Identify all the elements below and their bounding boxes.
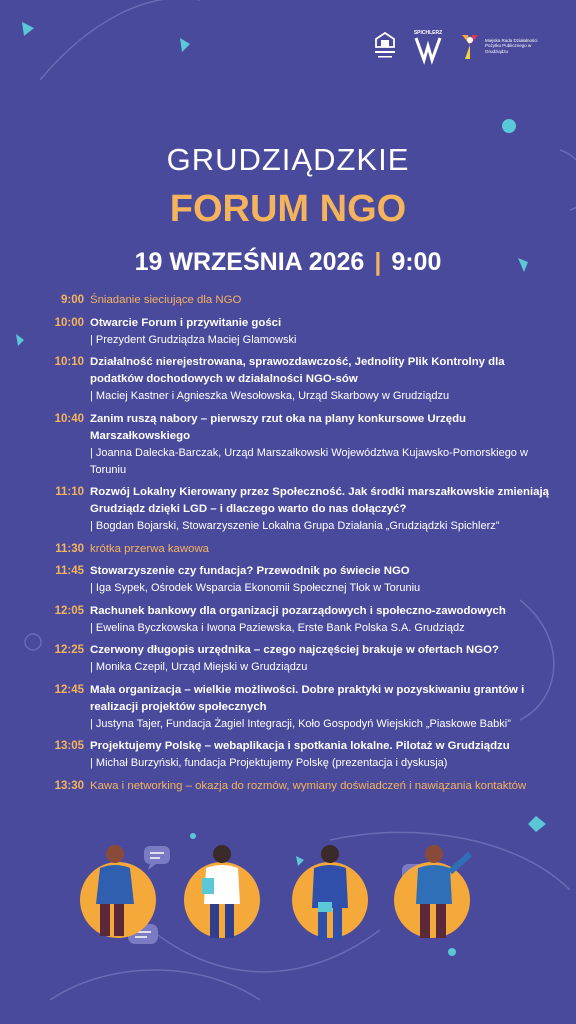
agenda-time: 10:40 [54, 412, 84, 425]
agenda-title: Stowarzyszenie czy fundacja? Przewodnik po świecie NGO [90, 565, 410, 577]
agenda-break: krótka przerwa kawowa [90, 542, 210, 555]
agenda-title: Czerwony długopis urzędnika – czego najczęściej brakuje w ofertach NGO? [90, 644, 499, 656]
agenda-title: Zanim ruszą nabory – pierwszy rzut oka na plany konkursowe Urzędu Marszałkowskiego [90, 412, 466, 442]
speech-bubble-icon [144, 846, 170, 870]
agenda-speaker: | Iga Sypek, Ośrodek Wsparcia Ekonomii Społecznej Tłok w Toruniu [90, 582, 421, 594]
agenda-speaker: | Bogdan Bojarski, Stowarzyszenie Lokalna Grupa Działania „Grudziądzki Spichlerz” [90, 520, 500, 532]
agenda-time: 11:45 [55, 565, 84, 577]
agenda-time: 9:00 [60, 294, 84, 306]
mrdpp-logo [458, 31, 551, 61]
agenda-speaker: | Michał Burzyński, fundacja Projektujemy Polskę (prezentacja i dyskusja) [90, 757, 448, 769]
agenda-item [44, 315, 564, 349]
agenda-item [44, 642, 564, 676]
agenda-speaker: | Justyna Tajer, Fundacja Żagiel Integracji, Koło Gospodyń Wiejskich „Piaskowe Babki” [90, 717, 511, 730]
agenda-item [44, 484, 564, 535]
agenda-item [44, 354, 564, 405]
agenda-break: Kawa i networking – okazja do rozmów, wymiany doświadczeń i nawiązania kontaktów [90, 779, 527, 792]
agenda-title: Otwarcie Forum i przywitanie gości [90, 316, 282, 329]
event-date [0, 248, 576, 277]
agenda-speaker: | Maciej Kastner i Agnieszka Wesołowska, Urząd Skarbowy w Grudziądzu [90, 390, 450, 402]
agenda-item [44, 411, 564, 479]
agenda-time: 12:45 [54, 683, 84, 696]
agenda-item [44, 682, 564, 733]
agenda-title: Mała organizacja – wielkie możliwości. Dobre praktyki w pozyskiwaniu grantów i realizacji projektów społecznych [90, 683, 525, 713]
event-time: 9:00 [391, 248, 442, 276]
agenda-title: Działalność nierejestrowana, sprawozdawczość, Jednolity Plik Kontrolny dla podatków dochodowych w działalności NGO-sów [90, 356, 505, 385]
agenda-time: 11:30 [55, 542, 84, 555]
spichlerz-logo [408, 26, 448, 66]
agenda-item [44, 563, 564, 597]
partner-logos [372, 26, 551, 66]
agenda-time: 11:10 [55, 486, 84, 498]
agenda-time: 12:25 [54, 644, 84, 656]
agenda-break: Śniadanie sieciujące dla NGO [90, 294, 242, 306]
agenda-title: Rachunek bankowy dla organizacji pozarządowych i społeczno-zawodowych [90, 604, 506, 617]
grudziadz-logo [372, 29, 398, 63]
agenda-time: 12:05 [54, 604, 84, 617]
agenda-item [44, 738, 564, 772]
page-title-line2: FORUM NGO [169, 188, 407, 230]
date-separator: | [374, 248, 382, 276]
agenda-time: 10:00 [54, 316, 84, 329]
svg-text:SPICHLERZ: SPICHLERZ [413, 30, 443, 36]
event-day: 19 WRZEŚNIA 2026 [134, 248, 365, 276]
people-illustration [0, 824, 576, 1024]
agenda-item [44, 292, 564, 309]
agenda-list [44, 292, 564, 800]
agenda-time: 13:05 [54, 740, 84, 752]
mrdpp-text: Miejska Rada Działalności Pożytku Publicznego w Grudziądzu [485, 37, 538, 54]
agenda-speaker: | Monika Czepil, Urząd Miejski w Grudziądzu [90, 661, 308, 673]
agenda-item [44, 541, 564, 558]
agenda-time: 13:30 [54, 779, 84, 792]
agenda-speaker: | Ewelina Byczkowska i Iwona Paziewska, Erste Bank Polska S.A. Grudziądz [90, 621, 465, 634]
agenda-title: Rozwój Lokalny Kierowany przez Społeczność. Jak środki marszałkowskie zmieniają Grudziądz dzięki LGD – i dlaczego warto do nas dołączyć? [90, 486, 549, 515]
page-title-line1: GRUDZIĄDZKIE [166, 142, 410, 177]
agenda-item [44, 603, 564, 637]
agenda-time: 10:10 [54, 356, 84, 368]
agenda-item [44, 778, 564, 795]
agenda-speaker: | Prezydent Grudziądza Maciej Glamowski [90, 333, 297, 346]
agenda-title: Projektujemy Polskę – webaplikacja i spotkania lokalne. Pilotaż w Grudziądzu [90, 740, 510, 752]
agenda-speaker: | Joanna Dalecka-Barczak, Urząd Marszałkowski Województwa Kujawsko-Pomorskiego w Toruniu [90, 446, 528, 476]
